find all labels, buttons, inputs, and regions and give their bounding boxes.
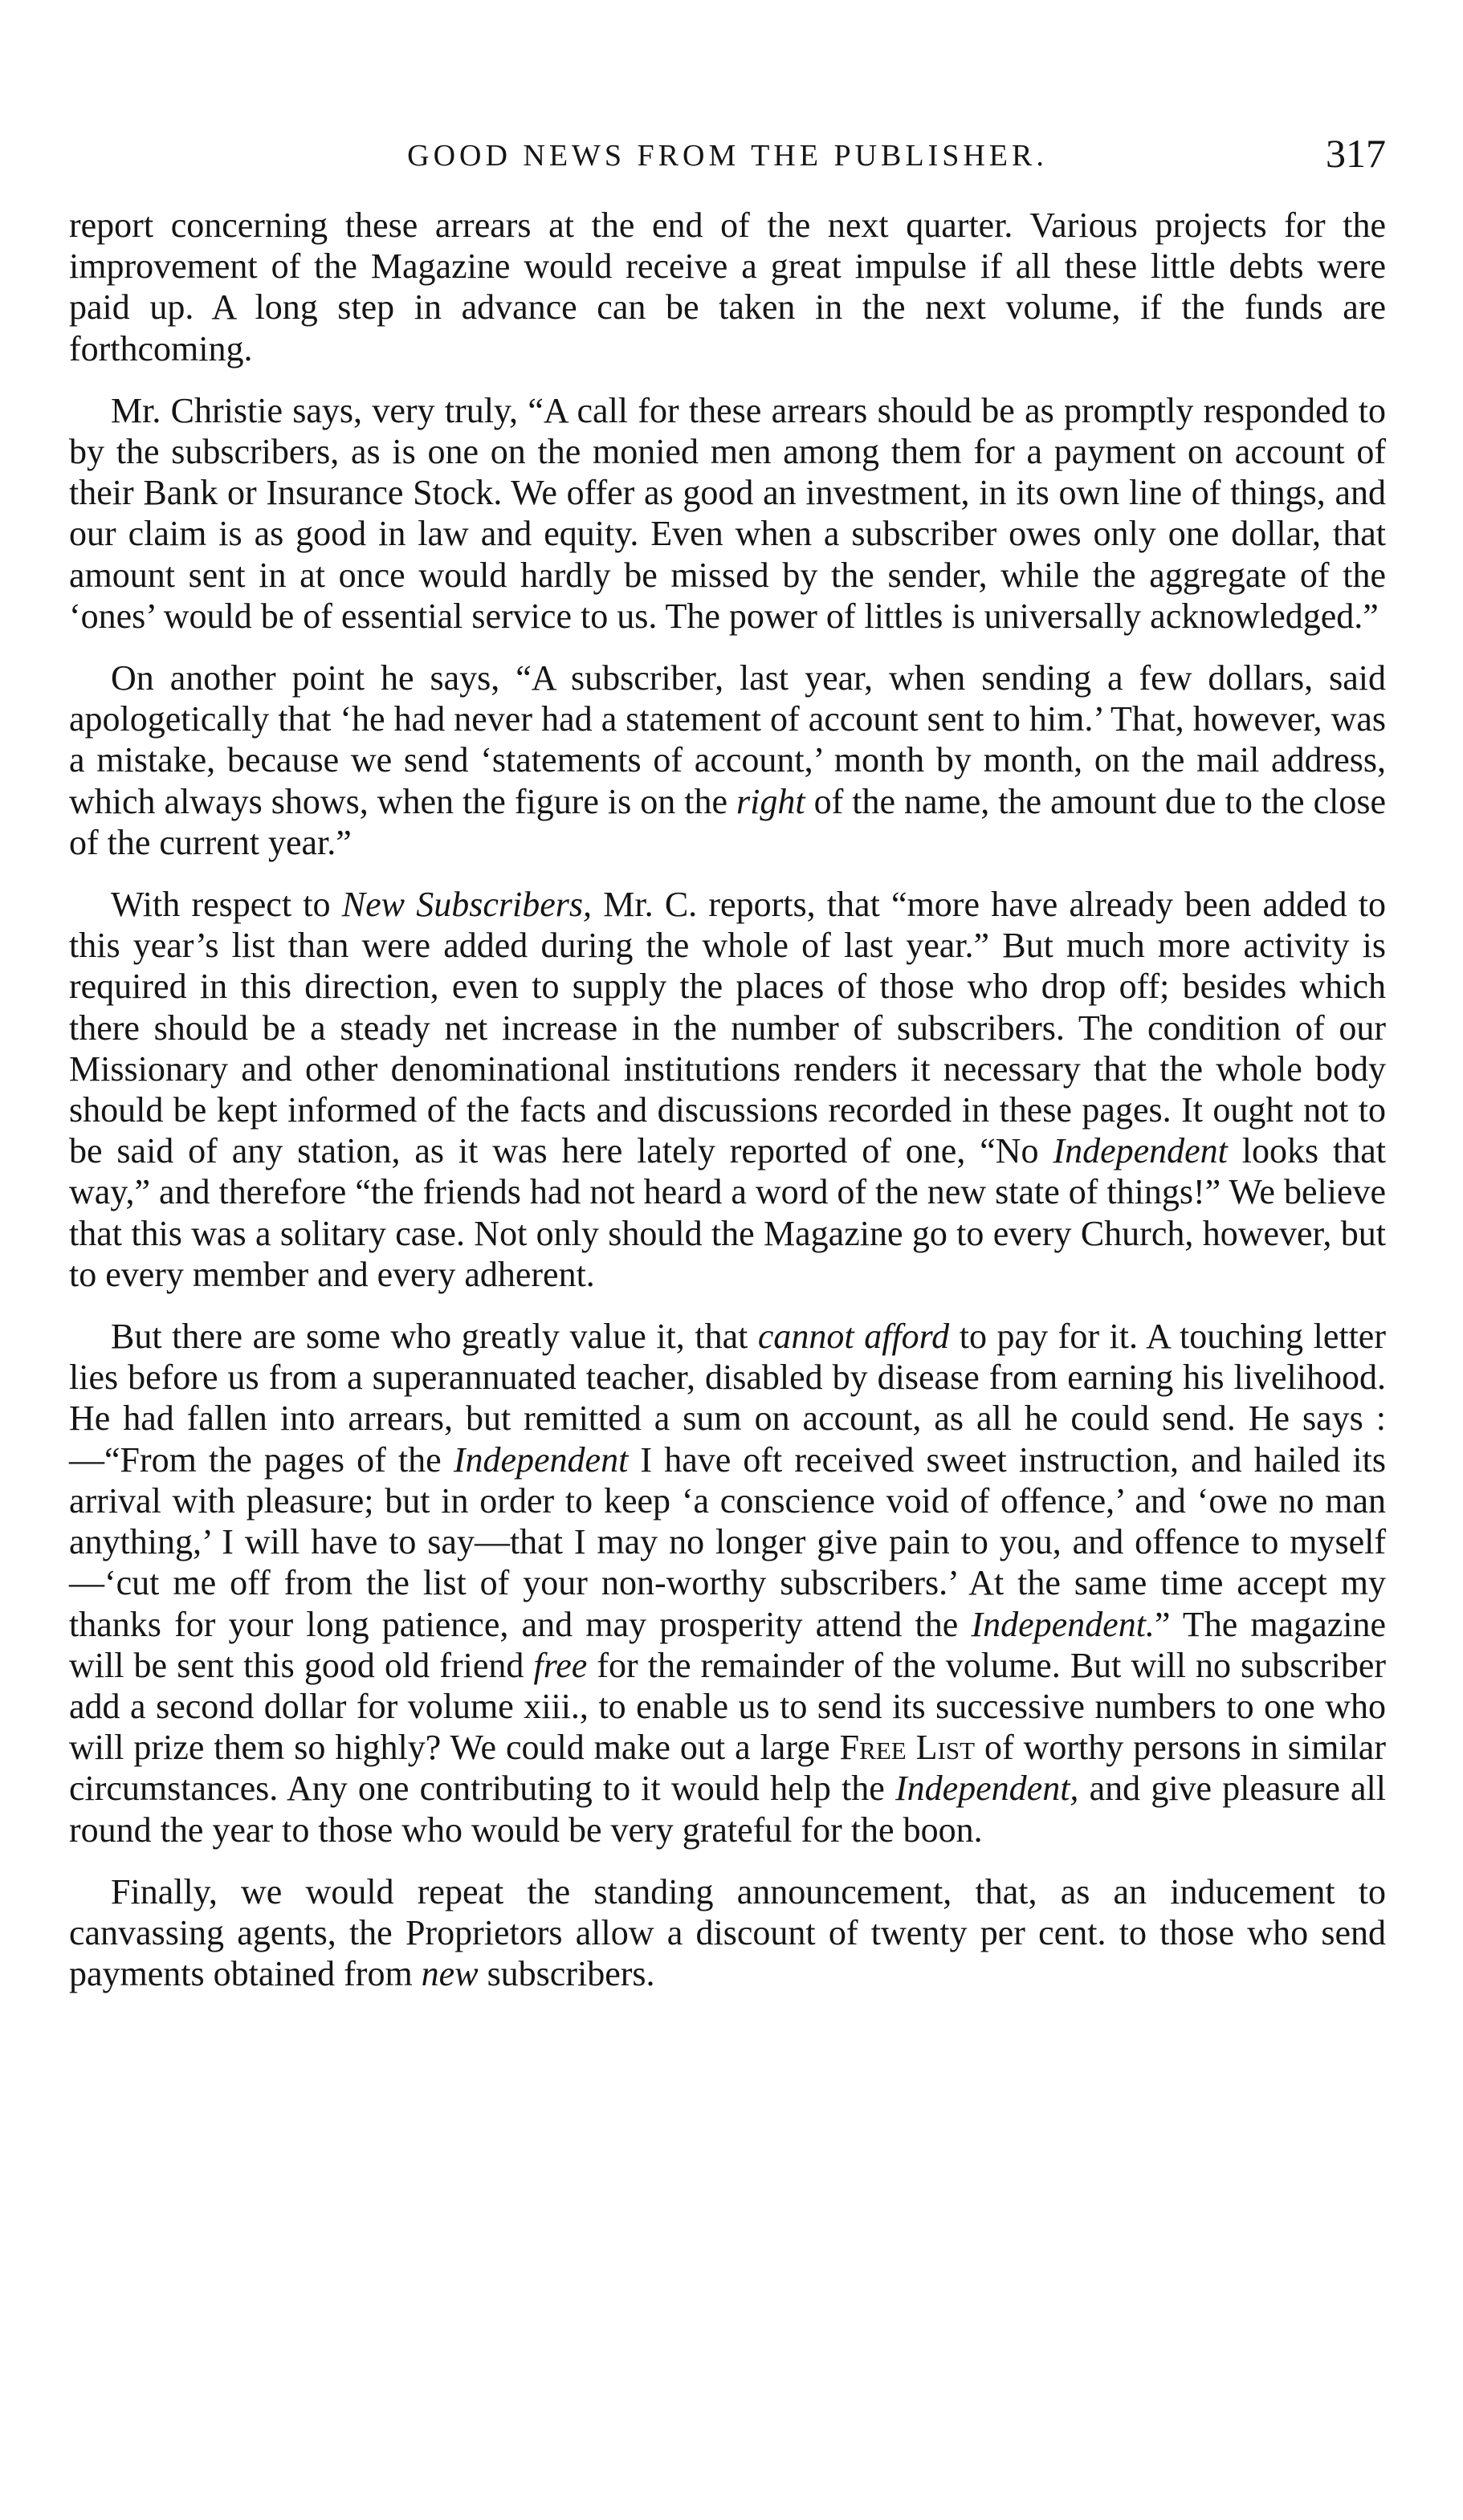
- italic-text: free: [533, 1645, 588, 1685]
- paragraph-christie-quote: [69, 390, 1386, 637]
- text-run: Mr. Christie says, very truly, “A call for these arrears should be as promptly responded to by the subscribers, as is one on the monied men among them for a payment on account of their Bank or Insurance Stock. We offer as good an investment, in its own line of things, and our claim is as good in law and equity. Even when a subscriber owes only one dollar, that amount sent in at once would hardly be missed by the sender, while the aggregate of the ‘ones’ would be of essential service to us. The power of littles is universally acknowledged.”: [69, 390, 1386, 636]
- paragraph-arrears-report: [69, 205, 1386, 369]
- text-run: of the name, the amount due to the close of the current year.”: [69, 781, 1386, 862]
- article-body: [69, 205, 1386, 1994]
- italic-text: right: [736, 781, 805, 821]
- text-run: of worthy persons in similar circumstances. Any one contributing to it would help the: [69, 1728, 1386, 1809]
- paragraph-superannuated-teacher: [69, 1316, 1386, 1850]
- text-run: I have oft received sweet instruction, and hailed its arrival with pleasure; but in order to keep ‘a conscience void of offence,’ and ‘owe no man anything,’ I will have to say—that I may no longer give pain to you, and offence to myself—‘cut me off from the list of your non-worthy subscribers.’ At the same time accept my thanks for your long patience, and may prosperity attend the: [69, 1439, 1387, 1644]
- text-run: On another point he says, “A subscriber, last year, when sending a few dollars, said apologetically that ‘he had never had a statement of account sent to him.’ That, however, was a mistake, because we send ‘statements of account,’ month by month, on the mail address, which always shows, when the figure is on the: [69, 658, 1386, 821]
- italic-text: New Subscribers,: [341, 885, 592, 925]
- paragraph-statements-of-account: [69, 657, 1386, 863]
- text-run: Finally, we would repeat the standing announcement, that, as an inducement to canvassing agents, the Proprietors allow a discount of twenty per cent. to those who send payments obtained from: [69, 1871, 1386, 1994]
- running-head: GOOD NEWS FROM THE PUBLISHER.: [407, 139, 1048, 173]
- page-number: 317: [1326, 131, 1386, 176]
- text-run: looks that way,” and therefore “the friends had not heard a word of the new state of things!” We believe that this was a solitary case. Not only should the Magazine go to every Church, however, but to every member and every adherent.: [69, 1131, 1386, 1294]
- italic-text: new: [421, 1954, 479, 1994]
- text-run: subscribers.: [478, 1954, 655, 1994]
- text-run: and give pleasure all round the year to those who would be very grateful for the boon.: [69, 1769, 1386, 1850]
- italic-text: Independent,: [895, 1769, 1079, 1809]
- paragraph-discount-announcement: [69, 1871, 1386, 1995]
- italic-text: cannot afford: [757, 1317, 950, 1357]
- italic-text: Independent.: [971, 1604, 1155, 1644]
- text-run: ” The magazine will be sent this good old friend: [69, 1604, 1387, 1685]
- small-caps-text: Free List: [839, 1728, 976, 1768]
- text-run: to pay for it. A touching letter lies before us from a superannuated teacher, disabled by disease from earning his livelihood. He had fallen into arrears, but remitted a sum on account, as all he could send. He says :—“From the pages of the: [69, 1317, 1386, 1480]
- text-run: for the remainder of the volume. But will no subscriber add a second dollar for volume xiii., to enable us to send its successive numbers to one who will prize them so highly? We could make out a large: [69, 1645, 1386, 1768]
- text-run: But there are some who greatly value it, that: [111, 1317, 758, 1357]
- italic-text: Independent: [453, 1439, 629, 1480]
- text-run: report concerning these arrears at the end of the next quarter. Various projects for the improvement of the Magazine would receive a great impulse if all these little debts were paid up. A long step in advance can be taken in the next volume, if the funds are forthcoming.: [69, 206, 1386, 368]
- text-run: With respect to: [111, 885, 342, 925]
- page-header: [69, 130, 1386, 186]
- text-run: Mr. C. reports, that “more have already been added to this year’s list than were added during the whole of last year.” But much more activity is required in this direction, even to supply the places of those who drop off; besides which there should be a steady net increase in the number of subscribers. The condition of our Missionary and other denominational institutions renders it necessary that the whole body should be kept informed of the facts and discussions recorded in these pages. It ought not to be said of any station, as it was here lately reported of one, “No: [69, 885, 1387, 1171]
- italic-text: Independent: [1053, 1131, 1228, 1171]
- paragraph-new-subscribers: [69, 884, 1386, 1295]
